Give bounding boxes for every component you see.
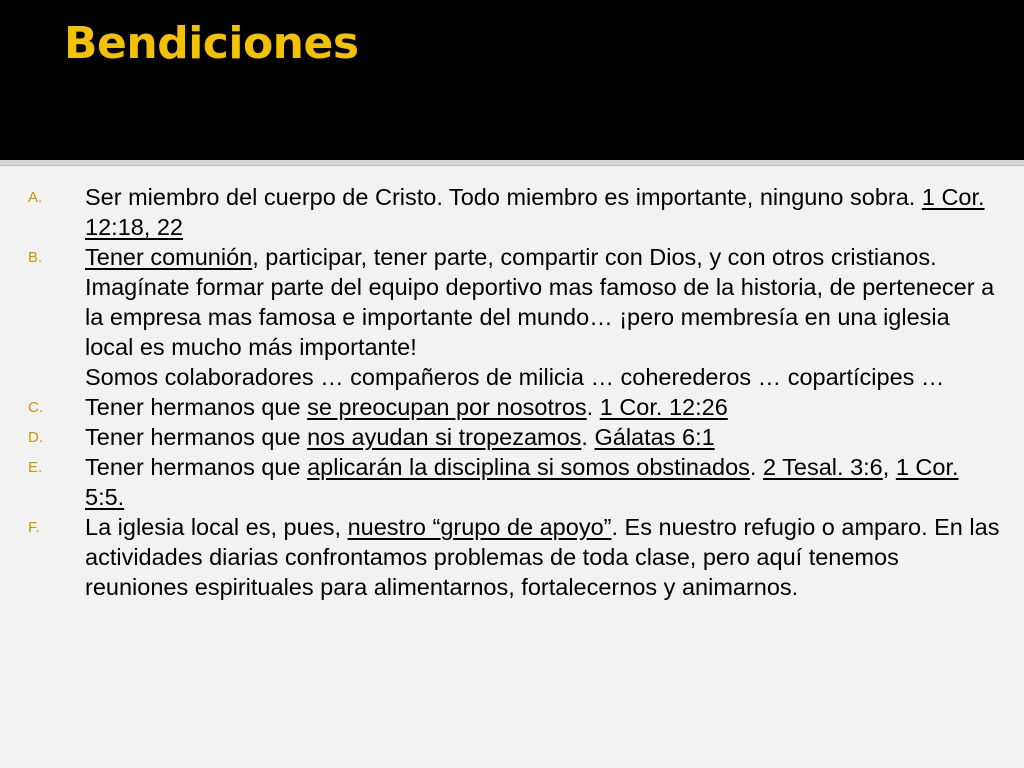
list-item-a — [0, 182, 1000, 242]
item-text — [85, 512, 1000, 602]
item-text — [85, 452, 1000, 512]
item-text — [85, 392, 1000, 422]
underlined-phrase: aplicarán la disciplina si somos obstinados — [307, 454, 750, 480]
underlined-phrase: Tener comunión — [85, 244, 253, 270]
scripture-reference: 1 Cor. 12:18, 22 — [85, 184, 985, 240]
underlined-phrase: nos ayudan si tropezamos — [307, 424, 582, 450]
list-item-c — [0, 392, 1000, 422]
title-divider-line — [0, 165, 1024, 166]
underlined-phrase: nuestro “grupo de apoyo” — [347, 514, 612, 540]
list-marker: A. — [28, 189, 43, 206]
item-text — [85, 422, 1000, 452]
slide-title: Bendiciones — [64, 18, 359, 69]
item-paragraph: Somos colaboradores … compañeros de milicia … coherederos … copartícipes … — [85, 364, 945, 390]
list-marker: E. — [28, 459, 43, 476]
item-text-segment: , — [882, 454, 896, 480]
list-marker: D. — [28, 429, 43, 446]
item-text-segment: Tener hermanos que — [85, 394, 308, 420]
list-item-e — [0, 452, 1000, 512]
underlined-phrase: se preocupan por nosotros — [307, 394, 587, 420]
list-item-f — [0, 512, 1000, 602]
item-text-segment: . Es nuestro refugio o amparo. En las actividades diarias confrontamos problemas de toda clase, pero aquí tenemos reuniones espirituales para alimentarnos, fortalecernos y animarnos. — [85, 514, 1000, 600]
list-item-b — [0, 242, 1000, 392]
scripture-reference: Gálatas 6:1 — [594, 424, 715, 450]
scripture-reference: 1 Cor. 12:26 — [599, 394, 728, 420]
item-text-segment: , participar, tener parte, compartir con Dios, y con otros cristianos. — [252, 244, 937, 270]
item-text-segment: . — [581, 424, 595, 450]
item-text-segment: . — [586, 394, 600, 420]
item-text-segment: . — [749, 454, 763, 480]
list-marker: B. — [28, 249, 43, 266]
title-bar — [0, 0, 1024, 160]
blessings-list — [0, 182, 1000, 602]
list-marker: C. — [28, 399, 43, 416]
item-text-segment: La iglesia local es, pues, — [85, 514, 348, 540]
list-marker: F. — [28, 519, 40, 536]
scripture-reference: 1 Cor. 5:5. — [85, 454, 959, 510]
list-item-d — [0, 422, 1000, 452]
item-text — [85, 182, 1000, 242]
item-text-segment: Ser miembro del cuerpo de Cristo. Todo miembro es importante, ninguno sobra. — [85, 184, 922, 210]
item-paragraph: Imagínate formar parte del equipo deportivo mas famoso de la historia, de pertenecer a la empresa mas famosa e importante del mundo… ¡pero membresía en una iglesia local es mucho más importante! — [85, 274, 995, 360]
item-text-segment: Tener hermanos que — [85, 454, 308, 480]
item-text-segment: Tener hermanos que — [85, 424, 308, 450]
item-text — [85, 242, 1000, 272]
scripture-reference: 2 Tesal. 3:6 — [762, 454, 883, 480]
